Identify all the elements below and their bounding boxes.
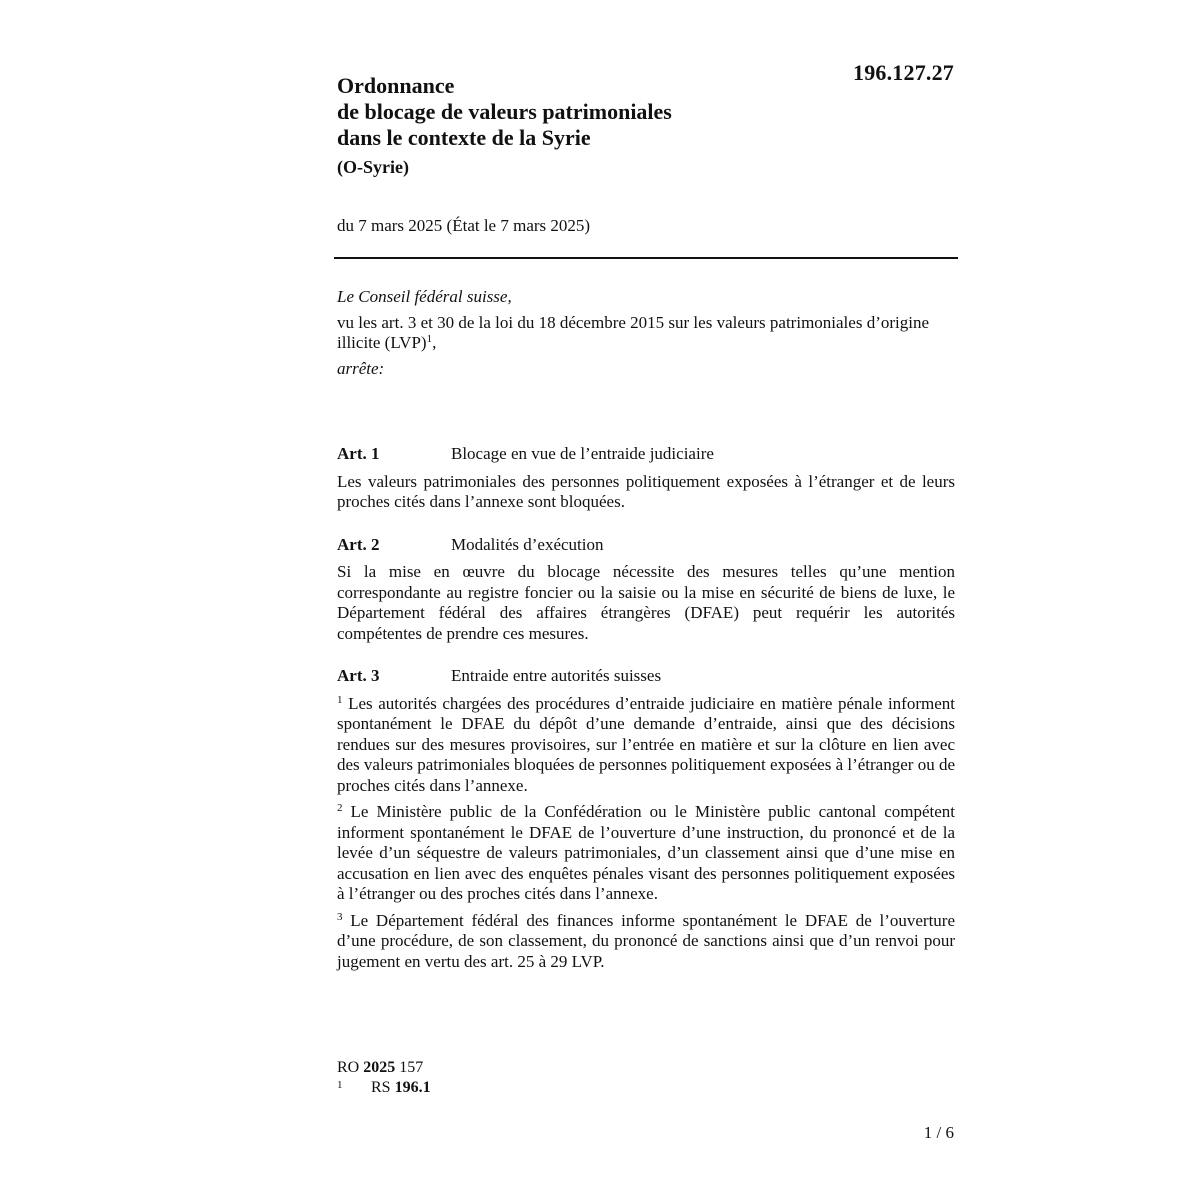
footnote-ref-link[interactable]: 196.1 — [394, 1079, 431, 1096]
title-block — [337, 73, 937, 178]
preamble-authority: Le Conseil fédéral suisse, — [337, 287, 512, 306]
paragraph-text: Le Département fédéral des finances informe spontanément le DFAE de l’ouverture d’une procédure, de son classement, du prononcé de sanctions ainsi que d’un renvoi pour jugement en vertu des art. 25 à 29 LVP. — [337, 910, 956, 971]
article-2 — [337, 535, 955, 645]
article-paragraph — [337, 694, 955, 797]
paragraph-number: 2 — [337, 802, 343, 814]
ro-reference — [337, 1058, 431, 1078]
title-divider — [334, 257, 958, 259]
title-line: de blocage de valeurs patrimoniales — [337, 99, 672, 124]
preamble-basis — [337, 313, 957, 353]
ro-prefix: RO — [337, 1059, 360, 1076]
paragraph-number: 3 — [337, 910, 343, 923]
footnote-reference[interactable]: 1 — [426, 333, 433, 345]
article-heading — [337, 444, 955, 465]
short-title: (O-Syrie) — [337, 157, 409, 177]
preamble-decree: arrête: — [337, 359, 385, 378]
footnote-prefix: RS — [371, 1079, 391, 1096]
articles — [337, 444, 955, 994]
article-3 — [337, 666, 955, 972]
article-number: Art. 3 — [337, 666, 380, 685]
paragraph-text: Le Ministère public de la Confédération ou le Ministère public cantonal compétent informent spontanément le DFAE de l’ouverture d’une instruction, du prononcé et de la levée d’un séquestre de valeurs patrimoniales, d’un classement ainsi que d’une mise en accusation en lien avec des enquêtes pénales visant des personnes politiquement exposées à l’étranger ou des proches cités dans l’annexe. — [337, 802, 956, 903]
preamble — [337, 287, 957, 385]
article-paragraph: Si la mise en œuvre du blocage nécessite des mesures telles qu’une mention correspondante au registre foncier ou la saisie ou la mise en sécurité de biens de luxe, le Département fédéral des affaires étrangères (DFAE) peut requérir les autorités compétentes de prendre ces mesures. — [337, 562, 955, 643]
article-title: Modalités d’exécution — [451, 534, 604, 554]
article-title: Entraide entre autorités suisses — [451, 666, 662, 685]
paragraph-text: Les autorités chargées des procédures d’entraide judiciaire en matière pénale informent spontanément le DFAE du dépôt d’une demande d’entraide, ainsi que des décisions rendues sur des mesures provisoires, sur l’entrée en matière et sur la clôture en lien avec des valeurs patrimoniales bloquées de personnes politiquement exposées à l’étranger ou de proches cités dans l’annexe. — [337, 693, 955, 795]
ro-year: 2025 — [363, 1059, 396, 1076]
page-footer — [337, 1058, 431, 1098]
article-number: Art. 1 — [337, 444, 380, 463]
article-1 — [337, 444, 955, 513]
footnote-mark: 1 — [337, 1079, 343, 1091]
article-paragraph — [337, 802, 955, 905]
article-number: Art. 2 — [337, 534, 380, 554]
sr-number: 196.127.27 — [853, 60, 954, 85]
paragraph-number: 1 — [337, 693, 343, 706]
article-paragraph — [337, 911, 955, 973]
article-heading — [337, 535, 955, 556]
article-paragraph: Les valeurs patrimoniales des personnes politiquement exposées à l’étranger et de leurs proches cités dans l’annexe sont bloquées. — [337, 471, 955, 511]
article-heading — [337, 666, 955, 687]
footnote — [337, 1078, 431, 1098]
ro-page: 157 — [399, 1059, 424, 1076]
footnote-text — [371, 1078, 431, 1098]
article-title: Blocage en vue de l’entraide judiciaire — [451, 444, 714, 463]
preamble-basis-text: vu les art. 3 et 30 de la loi du 18 décembre 2015 sur les valeurs patrimoniales d’origine illicite (LVP) — [337, 313, 930, 352]
page-number: 1 / 6 — [923, 1123, 954, 1142]
preamble-basis-end: , — [432, 333, 437, 352]
title-line: dans le contexte de la Syrie — [337, 125, 591, 150]
title-line: Ordonnance — [337, 73, 455, 98]
document-date: du 7 mars 2025 (État le 7 mars 2025) — [337, 216, 591, 235]
